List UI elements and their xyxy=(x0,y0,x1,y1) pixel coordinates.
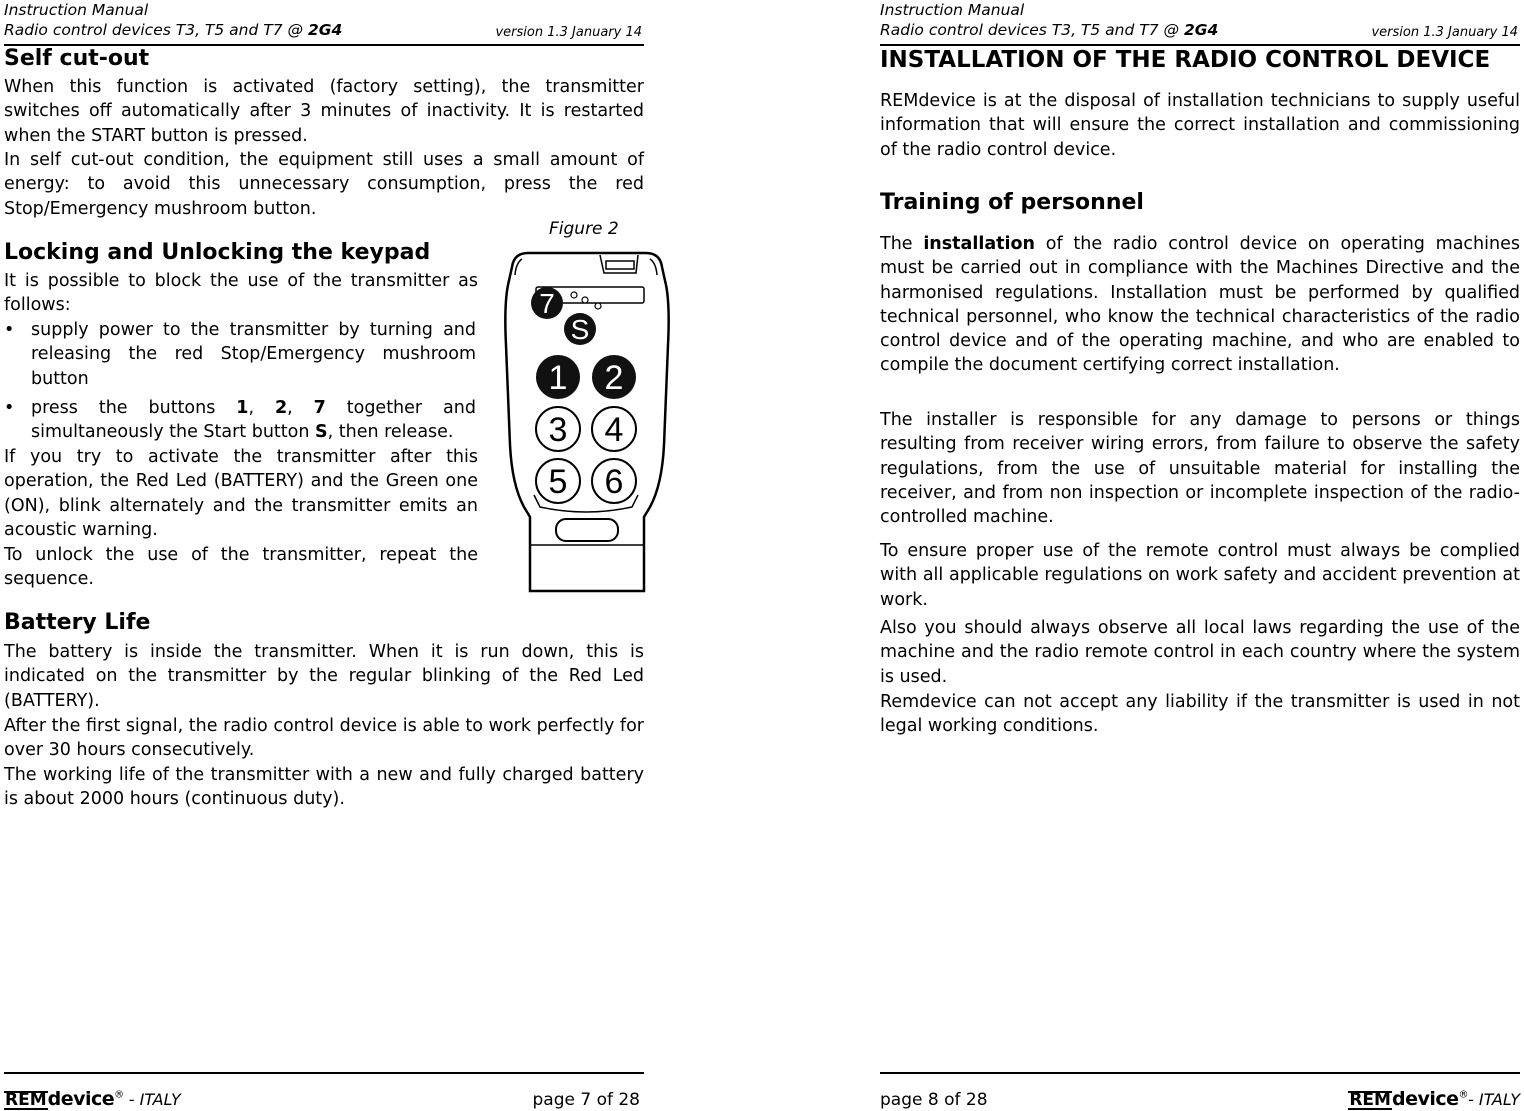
button-1-label: 1 xyxy=(548,359,568,397)
paragraph: Also you should always observe all local laws regarding the use of the machine and the radio remote control in each country where the system is used. xyxy=(880,618,1520,687)
paragraph: The installation of the radio control device on operating machines must be carried out in compliance with the Machines Directive and the harmonised regulations. Installation must be performed by qualified technical personnel, who know the technical characteristics of the radio control device and of the operating machine, and who are enabled to compile the document certifying correct installation. xyxy=(880,234,1520,376)
paragraph: After the first signal, the radio control device is able to work perfectly for over 30 hours consecutively. xyxy=(4,716,644,761)
remdevice-logo: REMdevice®- ITALY xyxy=(1349,1088,1520,1110)
button-5-label: 5 xyxy=(548,463,568,501)
header-version: version 1.3 January 14 xyxy=(1371,25,1518,40)
button-6-label: 6 xyxy=(604,463,624,501)
page-header xyxy=(880,0,1520,46)
paragraph: To ensure proper use of the remote control must always be complied with all applicable regulations on work safety and accident prevention at work. xyxy=(880,541,1520,610)
button-7-label: 7 xyxy=(539,288,555,319)
page-number: page 8 of 28 xyxy=(880,1090,988,1110)
bullet-item: • press the buttons 1, 2, 7 together and simultaneously the Start button S, then release. xyxy=(4,398,476,443)
header-title: Instruction Manual xyxy=(4,1,149,19)
bullet-item: • supply power to the transmitter by turning and releasing the red Stop/Emergency mushroom button xyxy=(4,320,476,389)
button-2-label: 2 xyxy=(604,359,624,397)
page-right xyxy=(880,0,1520,1109)
header-subtitle: Radio control devices T3, T5 and T7 @ 2G4 xyxy=(4,21,343,39)
section-heading-self-cutout: Self cut-out xyxy=(4,46,150,71)
section-heading-locking: Locking and Unlocking the keypad xyxy=(4,240,431,265)
header-subtitle: Radio control devices T3, T5 and T7 @ 2G4 xyxy=(880,21,1219,39)
paragraph: In self cut-out condition, the equipment still uses a small amount of energy: to avoid this unnecessary consumption, press the red Stop/Emergency mushroom button. xyxy=(4,150,644,219)
header-version: version 1.3 January 14 xyxy=(495,25,642,40)
paragraph: When this function is activated (factory setting), the transmitter switches off automatically after 3 minutes of inactivity. It is restarted when the START button is pressed. xyxy=(4,77,644,146)
paragraph: To unlock the use of the transmitter, repeat the sequence. xyxy=(4,545,478,590)
button-3-label: 3 xyxy=(548,411,568,449)
start-slot xyxy=(556,519,618,541)
paragraph: The installer is responsible for any damage to persons or things resulting from receiver wiring errors, from failure to observe the safety regulations, from the use of unsuitable material for installing the receiver, and from non inspection or incomplete inspection of the radio-controlled machine. xyxy=(880,410,1520,528)
page-footer xyxy=(4,1072,644,1111)
paragraph: It is possible to block the use of the transmitter as follows: xyxy=(4,271,478,316)
section-heading-training: Training of personnel xyxy=(880,190,1144,215)
paragraph: Remdevice can not accept any liability if the transmitter is used in not legal working conditions. xyxy=(880,692,1520,737)
section-heading-battery: Battery Life xyxy=(4,610,151,635)
button-4-label: 4 xyxy=(604,411,624,449)
page-footer xyxy=(880,1072,1520,1111)
paragraph: If you try to activate the transmitter after this operation, the Red Led (BATTERY) and the Green one (ON), blink alternately and the transmitter emits an acoustic warning. xyxy=(4,447,478,540)
page-number: page 7 of 28 xyxy=(532,1090,640,1110)
page-left xyxy=(4,0,644,1109)
figure-caption: Figure 2 xyxy=(549,219,619,239)
header-title: Instruction Manual xyxy=(880,1,1025,19)
paragraph: The battery is inside the transmitter. When it is run down, this is indicated on the transmitter by the regular blinking of the Red Led (BATTERY). xyxy=(4,642,644,711)
button-s-label: S xyxy=(570,314,590,345)
paragraph: The working life of the transmitter with a new and fully charged battery is about 2000 hours (continuous duty). xyxy=(4,765,644,810)
page-header xyxy=(4,0,644,46)
paragraph: REMdevice is at the disposal of installation technicians to supply useful information that will ensure the correct installation and commissioning of the radio control device. xyxy=(880,91,1520,160)
remdevice-logo: REMdevice® - ITALY xyxy=(5,1088,181,1110)
section-heading-installation: INSTALLATION OF THE RADIO CONTROL DEVICE xyxy=(880,47,1491,73)
transmitter-illustration xyxy=(500,245,672,595)
